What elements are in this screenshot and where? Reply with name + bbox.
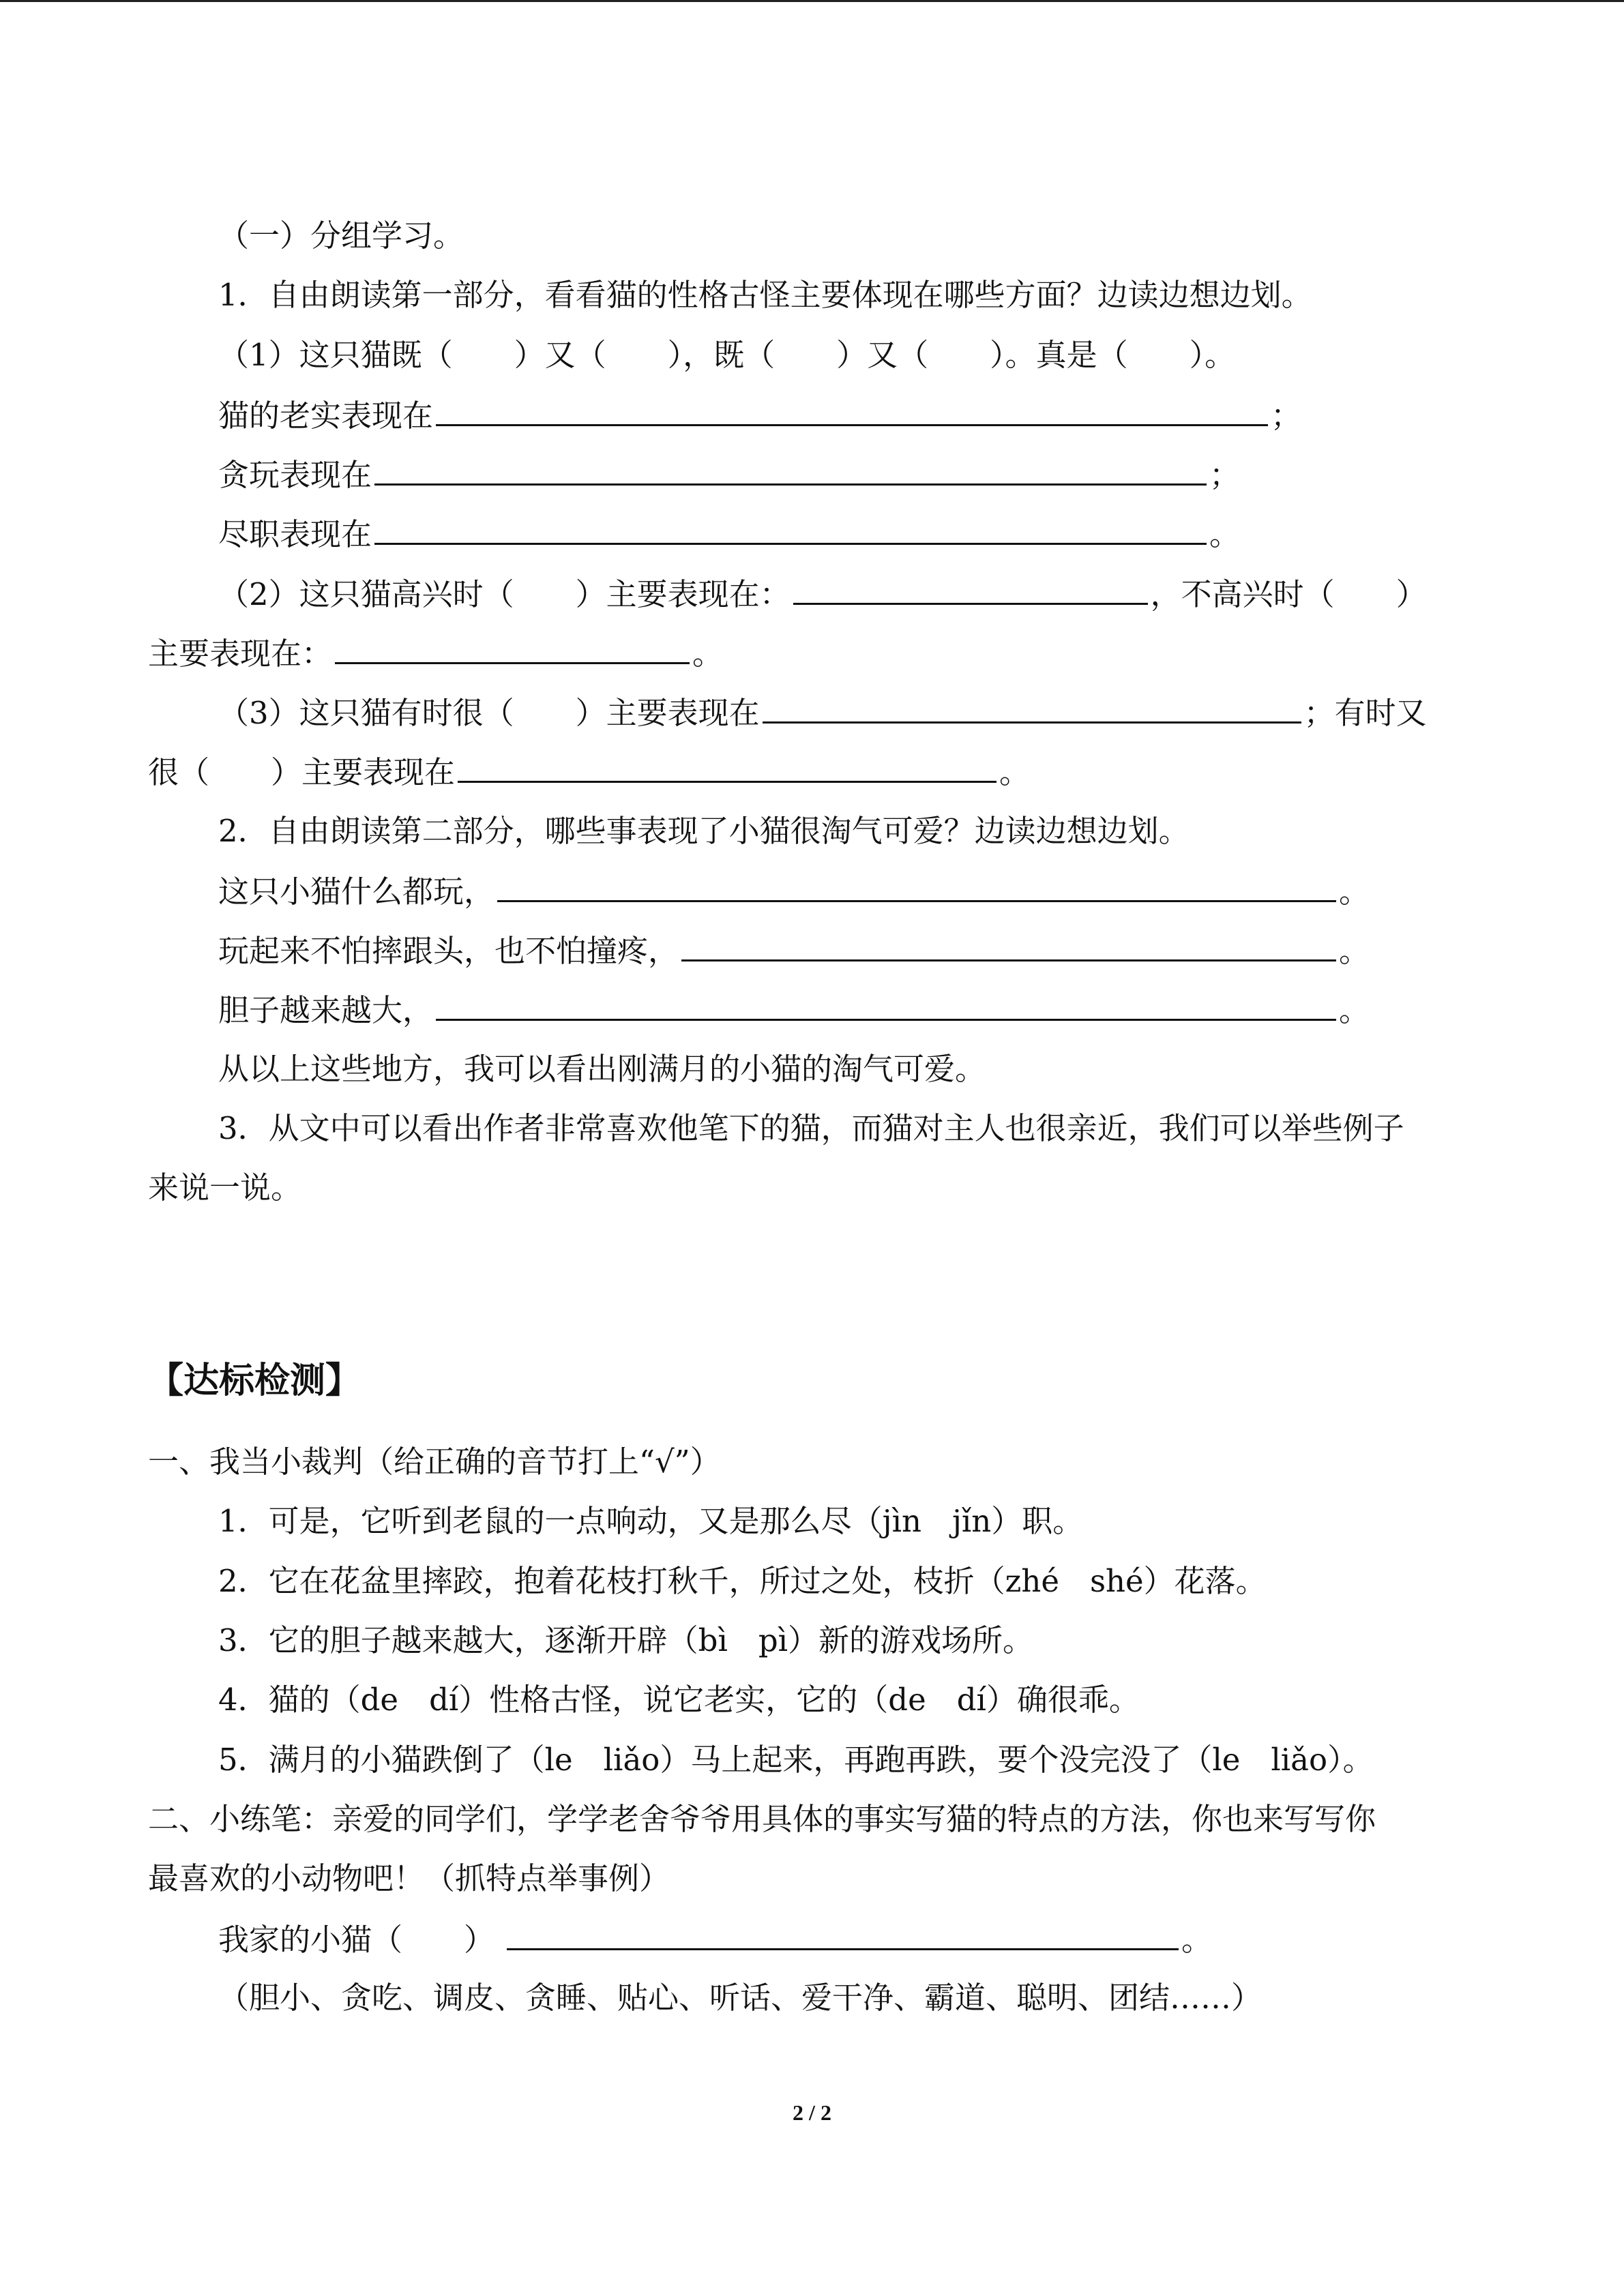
question-3-cont: 来说一说。	[148, 1169, 302, 1206]
punctuation: 。	[999, 754, 1031, 790]
answer-blank[interactable]	[497, 870, 1336, 902]
punctuation: 。	[1181, 1922, 1213, 1958]
judge-item-4: 4．猫的（de dí）性格古怪，说它老实，它的（de dí）确很乖。	[218, 1682, 1140, 1718]
my-cat-line	[218, 1918, 1212, 1960]
part-2-title: 二、小练笔：亲爱的同学们，学学老舍爷爷用具体的事实写猫的特点的方法，你也来写写你	[148, 1801, 1376, 1837]
part-1-title: 一、我当小裁判（给正确的音节打上“√”）	[148, 1444, 721, 1480]
question-text: ，不高兴时（ ）	[1150, 576, 1427, 612]
playful-label: 贪玩表现在	[218, 457, 372, 493]
question-1-3	[218, 691, 1427, 734]
question-text: （3）这只猫有时很（ ）主要表现在	[218, 695, 760, 731]
part-2-title-cont: 最喜欢的小动物吧！（抓特点举事例）	[148, 1860, 670, 1896]
question-text: （2）这只猫高兴时（ ）主要表现在：	[218, 576, 791, 612]
top-border	[0, 0, 1624, 2]
section-title: （一）分组学习。	[218, 218, 464, 254]
dutiful-label: 尽职表现在	[218, 516, 372, 552]
answer-blank[interactable]	[458, 751, 996, 783]
word-hints: （胆小、贪吃、调皮、贪睡、贴心、听话、爱干净、霸道、聪明、团结……）	[218, 1980, 1263, 2016]
question-1: 1．自由朗读第一部分，看看猫的性格古怪主要体现在哪些方面？边读边想边划。	[218, 277, 1312, 313]
answer-blank[interactable]	[436, 989, 1336, 1021]
q2-item-c	[218, 989, 1370, 1031]
answer-blank[interactable]	[374, 453, 1207, 486]
judge-item-5: 5．满月的小猫跌倒了（le liǎo）马上起来，再跑再跌，要个没完没了（le liǎo）。	[218, 1742, 1374, 1778]
question-3: 3．从文中可以看出作者非常喜欢他笔下的猫，而猫对主人也很亲近，我们可以举些例子	[218, 1110, 1404, 1146]
q2-conclusion: 从以上这些地方，我可以看出刚满月的小猫的淘气可爱。	[218, 1051, 986, 1087]
assessment-heading: 【达标检测】	[148, 1360, 361, 1401]
answer-blank[interactable]	[681, 929, 1336, 961]
prompt-text: 胆子越来越大，	[218, 992, 434, 1028]
punctuation: 。	[1339, 992, 1370, 1028]
answer-blank[interactable]	[374, 513, 1207, 545]
playful-line	[218, 453, 1240, 496]
question-1-1: （1）这只猫既（ ）又（ ），既（ ）又（ ）。真是（ ）。	[218, 337, 1236, 373]
judge-item-1: 1．可是，它听到老鼠的一点响动，又是那么尽（jìn jǐn）职。	[218, 1503, 1084, 1539]
dutiful-line	[218, 513, 1240, 555]
punctuation: 。	[692, 636, 724, 672]
punctuation: ；	[1271, 398, 1302, 434]
answer-blank[interactable]	[507, 1918, 1179, 1950]
prompt-text: 我家的小猫（ ）	[218, 1922, 495, 1958]
judge-item-3: 3．它的胆子越来越大，逐渐开辟（bì pì）新的游戏场所。	[218, 1622, 1034, 1658]
answer-blank[interactable]	[335, 632, 690, 664]
q2-item-a	[218, 870, 1370, 912]
honest-label: 猫的老实表现在	[218, 398, 434, 434]
prompt-text: 这只小猫什么都玩，	[218, 874, 495, 910]
question-text: ；有时又	[1303, 695, 1427, 731]
punctuation: 。	[1209, 516, 1241, 552]
question-1-2-cont	[148, 632, 723, 674]
page-number: 2 / 2	[793, 2100, 831, 2125]
q2-item-b	[218, 929, 1370, 972]
question-2: 2．自由朗读第二部分，哪些事表现了小猫很淘气可爱？边读边想边划。	[218, 813, 1190, 849]
question-text: 主要表现在：	[148, 636, 333, 672]
punctuation: ；	[1209, 457, 1241, 493]
punctuation: 。	[1339, 933, 1370, 969]
question-1-2	[218, 573, 1427, 615]
honest-line	[218, 394, 1301, 436]
answer-blank[interactable]	[793, 573, 1148, 605]
question-text: 很（ ）主要表现在	[148, 754, 456, 790]
prompt-text: 玩起来不怕摔跟头，也不怕撞疼，	[218, 933, 679, 969]
punctuation: 。	[1339, 874, 1370, 910]
answer-blank[interactable]	[436, 394, 1268, 426]
judge-item-2: 2．它在花盆里摔跤，抱着花枝打秋千，所过之处，枝折（zhé shé）花落。	[218, 1563, 1267, 1599]
answer-blank[interactable]	[763, 691, 1301, 724]
question-1-3-cont	[148, 751, 1030, 793]
